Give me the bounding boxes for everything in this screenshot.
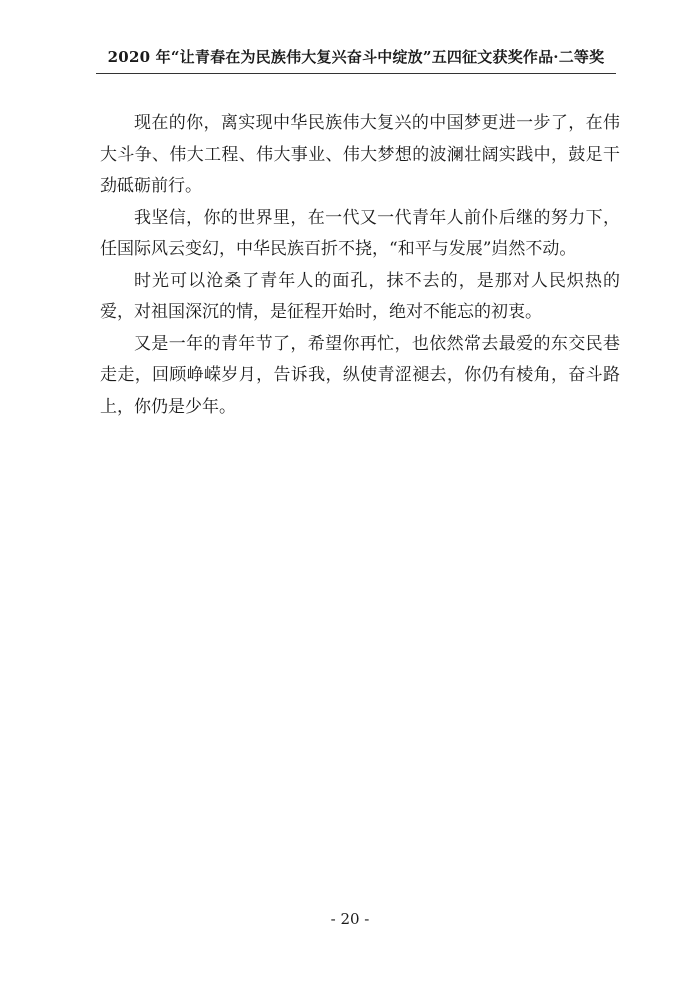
page-header-title: 2020 年“让青春在为民族伟大复兴奋斗中绽放”五四征文获奖作品·二等奖	[107, 48, 605, 66]
header-divider	[96, 73, 616, 74]
paragraph-3: 时光可以沧桑了青年人的面孔，抹不去的，是那对人民炽热的爱，对祖国深沉的情，是征程开始时，绝对不能忘的初衷。	[100, 270, 620, 322]
paragraph-4: 又是一年的青年节了，希望你再忙，也依然常去最爱的东交民巷走走，回顾峥嵘岁月，告诉我，纵使青涩褪去，你仍有棱角，奋斗路上，你仍是少年。	[100, 333, 620, 417]
page-number: - 20 -	[330, 910, 370, 928]
document-body	[100, 108, 620, 423]
paragraph-1: 现在的你，离实现中华民族伟大复兴的中国梦更进一步了，在伟大斗争、伟大工程、伟大事业、伟大梦想的波澜壮阔实践中，鼓足干劲砥砺前行。	[100, 113, 620, 196]
paragraph-2: 我坚信，你的世界里，在一代又一代青年人前仆后继的努力下，任国际风云变幻，中华民族百折不挠，“和平与发展”岿然不动。	[100, 207, 620, 259]
